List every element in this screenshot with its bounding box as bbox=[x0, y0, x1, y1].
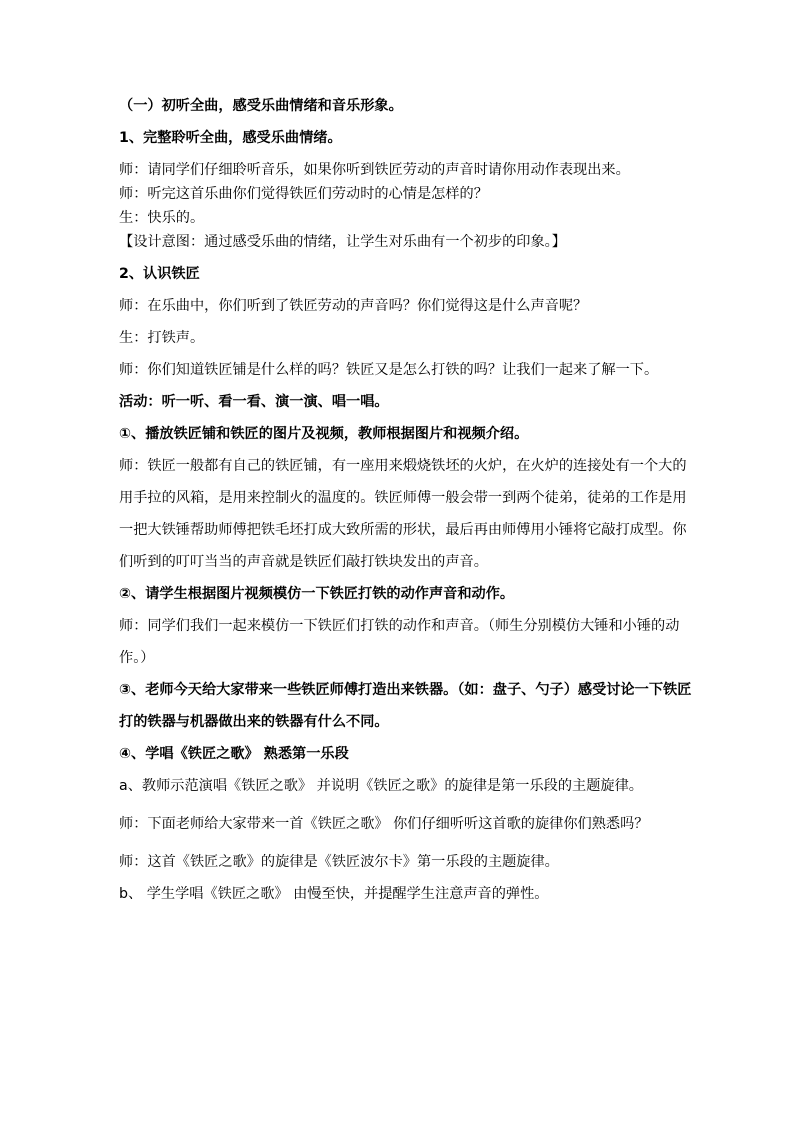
activity-heading: 活动：听一听、看一看、演一演、唱一唱。 bbox=[119, 394, 389, 410]
step-3-heading: ③、老师今天给大家带来一些铁匠师傅打造出来铁器。（如：盘子、勺子）感受讨论一下铁匠打的铁器与机器做出来的铁器有什么不同。 bbox=[119, 682, 692, 730]
paragraph-line: 生：打铁声。 bbox=[119, 330, 205, 346]
subsection-heading-2: 2、认识铁匠 bbox=[119, 266, 200, 282]
list-item-a: a、教师示范演唱《铁匠之歌》 并说明《铁匠之歌》的旋律是第一乐段的主题旋律。 bbox=[119, 778, 643, 794]
section-heading: （一）初听全曲，感受乐曲情绪和音乐形象。 bbox=[119, 98, 403, 114]
step-1-heading: ①、播放铁匠铺和铁匠的图片及视频，教师根据图片和视频介绍。 bbox=[119, 426, 529, 442]
subsection-heading-1: 1、完整聆听全曲，感受乐曲情绪。 bbox=[119, 130, 342, 146]
paragraph-line: 师：在乐曲中，你们听到了铁匠劳动的声音吗？你们觉得这是什么声音呢？ bbox=[119, 298, 588, 314]
paragraph: 师：你们知道铁匠铺是什么样的吗？铁匠又是怎么打铁的吗？让我们一起来了解一下。 bbox=[119, 362, 659, 378]
document-body bbox=[119, 96, 699, 904]
paragraph-line: 师：这首《铁匠之歌》的旋律是《铁匠波尔卡》第一乐段的主题旋律。 bbox=[119, 854, 559, 870]
paragraph-line: 师：请同学们仔细聆听音乐，如果你听到铁匠劳动的声音时请你用动作表现出来。 bbox=[119, 162, 630, 178]
list-item-b: b、 学生学唱《铁匠之歌》 由慢至快，并提醒学生注意声音的弹性。 bbox=[119, 886, 549, 902]
step-4-heading: ④、学唱《铁匠之歌》 熟悉第一乐段 bbox=[119, 746, 349, 762]
design-intent-note: 【设计意图：通过感受乐曲的情绪，让学生对乐曲有一个初步的印象。】 bbox=[119, 234, 566, 250]
paragraph: 师：下面老师给大家带来一首《铁匠之歌》 你们仔细听听这首歌的旋律你们熟悉吗？ bbox=[119, 816, 649, 832]
paragraph: 师：铁匠一般都有自己的铁匠铺，有一座用来煅烧铁坯的火炉，在火炉的连接处有一个大的用手拉的风箱，是用来控制火的温度的。铁匠师傅一般会带一到两个徒弟，徒弟的工作是用一把大铁锤帮助师傅把铁毛坯打成大致所需的形状，最后再由师傅用小锤将它敲打成型。你们听到的叮叮当当的声音就是铁匠们敲打铁块发出的声音。 bbox=[119, 458, 687, 570]
step-2-heading: ②、请学生根据图片视频模仿一下铁匠打铁的动作声音和动作。 bbox=[119, 586, 515, 602]
paragraph-line: 生：快乐的。 bbox=[119, 210, 205, 226]
paragraph: 师：同学们我们一起来模仿一下铁匠们打铁的动作和声音。（师生分别模仿大锤和小锤的动作。） bbox=[119, 618, 680, 666]
paragraph-line: 师：听完这首乐曲你们觉得铁匠们劳动时的心情是怎样的？ bbox=[119, 186, 488, 202]
